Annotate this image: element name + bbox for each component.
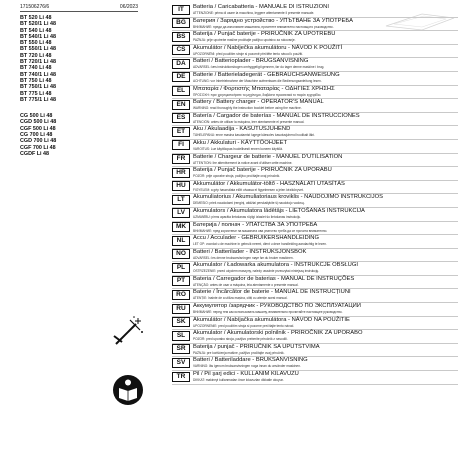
bt-model-name: BT 550/1 Li 48 — [20, 46, 56, 53]
warning-note: LET OP: voordat u de machine in gebruik neemt, dient u deze handleiding aandachtig te lezen. — [193, 242, 327, 247]
language-code-badge: PT — [172, 276, 190, 286]
language-row-sv — [172, 357, 458, 371]
language-code-badge: TR — [172, 372, 190, 382]
warning-note: UPOZORNENIE: pred použitím stroja si pozorne prečítajte tento návod. — [193, 323, 295, 328]
manual-title: Akku / Akkulaturi - KÄYTTÖOHJEET — [193, 139, 288, 146]
warning-note: VARNING: läs igenom bruksanvisningen noga innan du använder maskinen. — [193, 364, 301, 369]
language-code-badge: PL — [172, 263, 190, 273]
language-code-badge: BG — [172, 18, 190, 28]
language-row-bs — [172, 31, 458, 45]
cg-model-name: CGD 500 Li 48 — [20, 119, 57, 126]
cg-model-name: CGF 700 Li 48 — [20, 144, 56, 151]
warning-note: ADVARSEL: les denne bruksanvisningen nøye før du bruker maskinen. — [193, 255, 294, 260]
manual-title: Accu / Acculader - GEBRUIKERSHANDLEIDING — [193, 235, 319, 242]
bt-model-name: BT 740 Li 48 — [20, 65, 52, 72]
language-row-pt — [172, 276, 458, 290]
warning-note: DİKKAT: makineyi kullanmadan önce kılavuzları dikkatle okuyun. — [193, 378, 285, 383]
manual-title: Baterija / punjač - PRIRUČNIK SA UPUTSTVIMA — [193, 343, 320, 350]
warning-note: FIGYELEM: a gép használata előtt olvassa el figyelmesen a jelen kézikönyvet. — [193, 187, 304, 192]
language-code-badge: RO — [172, 290, 190, 300]
warning-note: ATENÇÃO: antes de usar a máquina, leia atentamente o presente manual. — [193, 282, 299, 287]
language-row-tr — [172, 371, 458, 385]
language-row-sk — [172, 317, 458, 331]
warning-note: POZOR: pred uporabo stroja, pazljivo preberite priročnik z navodili. — [193, 337, 288, 342]
warning-note: OSTRZEŻENIE: przed użyciem maszyny, należy uważnie przeczytać niniejszą instrukcję. — [193, 269, 320, 274]
language-row-mk — [172, 222, 458, 236]
manual-title: Baterie / Încărcător de baterie - MANUAL DE INSTRUCȚIUNI — [193, 289, 351, 296]
language-code-badge: LT — [172, 195, 190, 205]
warning-note: UPOZORNĚNÍ: před použitím stroje si pozorně přečtěte tento návod k použití. — [193, 51, 304, 56]
manual-title: Batteri / Batterilader - INSTRUKSJONSBOK — [193, 248, 307, 255]
language-row-el — [172, 86, 458, 100]
language-code-badge: EN — [172, 100, 190, 110]
language-row-sr — [172, 344, 458, 358]
language-row-hr — [172, 167, 458, 181]
warning-note: PAŽNJA: pre korišćenja mašine, pažljivo pročitajte ovaj priručnik. — [193, 350, 285, 355]
language-row-ro — [172, 289, 458, 303]
manual-title: Батерија / полнач - УПАТСТВА ЗА УПОТРЕБА — [193, 221, 318, 228]
manual-title: Baterija / Punjač baterije - PRIRUČNIK ZA UPOTREBU — [193, 31, 336, 38]
language-code-badge: ES — [172, 113, 190, 123]
cg-model-name: CG 500 Li 48 — [20, 113, 53, 120]
manual-title: Батерия / Зарядно устройство - УПЪТВАНЕ ЗА УПОТРЕБА — [193, 17, 353, 24]
warning-note: WARNING: read thoroughly the instruction booklet before using the machine. — [193, 106, 302, 111]
manual-title: Akkumulátor / Akkumulátor-töltő - HASZNÁLATI UTASÍTÁS — [193, 180, 345, 187]
warning-note: ATENȚIE: înainte de a utiliza mașina, citiți cu atenție acest manual. — [193, 296, 288, 301]
language-row-fr — [172, 154, 458, 168]
language-code-badge: LV — [172, 208, 190, 218]
warning-note: POZOR: prije uporabe stroja, pažljivo pročitajte ovaj priručnik. — [193, 174, 281, 179]
bt-model-name: BT 540 Li 48 — [20, 27, 52, 34]
language-row-hu — [172, 181, 458, 195]
document-code: 171506276/6 — [20, 4, 50, 10]
bt-model-name: BT 750 Li 48 — [20, 77, 52, 84]
language-code-badge: FI — [172, 140, 190, 150]
manual-title: Batterie / Chargeur de batterie - MANUEL D'UTILISATION — [193, 153, 343, 160]
language-row-de — [172, 72, 458, 86]
warning-note: VAROITUS: Lue käyttöopas huolellisesti ennen koneen käyttöä. — [193, 146, 283, 151]
language-code-badge: SL — [172, 331, 190, 341]
manual-title: Akumulator / Akumulatorski polnilnik - PRIROČNIK ZA UPORABO — [193, 330, 363, 337]
language-code-badge: HR — [172, 168, 190, 178]
language-code-badge: MK — [172, 222, 190, 232]
language-code-badge: IT — [172, 5, 190, 15]
language-code-badge: ET — [172, 127, 190, 137]
warning-note: ВНИМАНИЕ: пред користење на машината ова упатство треба да се прочита внимателно. — [193, 228, 328, 233]
language-row-sl — [172, 330, 458, 344]
language-row-da — [172, 58, 458, 72]
language-code-badge: EL — [172, 86, 190, 96]
tools-sparkle-icon — [110, 314, 146, 350]
bt-model-name: BT 720 Li 48 — [20, 52, 52, 59]
language-code-badge: CS — [172, 45, 190, 55]
warning-note: PAŽNJA: prije upotrebe mašine pročitajte pažljivo uputstvo za rukovanje. — [193, 38, 296, 43]
manual-title: Аккумулятор /зарядчик - РУКОВОДСТВО ПО ЭКСПЛУАТАЦИИ — [193, 303, 361, 310]
cg-model-name: CG 700 Li 48 — [20, 132, 53, 139]
language-code-badge: DA — [172, 59, 190, 69]
bt-model-name: BT 775 Li 48 — [20, 90, 52, 97]
language-row-no — [172, 249, 458, 263]
model-column — [20, 4, 156, 460]
cg-model-name: CGD 700 Li 48 — [20, 138, 57, 145]
language-code-badge: RU — [172, 304, 190, 314]
language-code-badge: HU — [172, 181, 190, 191]
model-list-cg — [20, 113, 156, 157]
bt-model-name: BT 750/1 Li 48 — [20, 84, 56, 91]
language-code-badge: BS — [172, 32, 190, 42]
warning-note: UZMANĪBU: pirms aparāta lietošanas rūpīgi izlasiet šo lietošanas instrukciju. — [193, 214, 302, 219]
language-row-cs — [172, 45, 458, 59]
warning-note: ACHTUNG: vor Inbetriebnahme der Maschine aufmerksam die Bedienungsanleitung lesen. — [193, 78, 322, 83]
bt-model-name: BT 520/1 Li 48 — [20, 21, 56, 28]
language-code-badge: DE — [172, 72, 190, 82]
language-row-fi — [172, 140, 458, 154]
manual-title: Batteria / Caricabatteria - MANUALE DI ISTRUZIONI — [193, 4, 329, 10]
manual-title: Batterie / Batterieladegerät - GEBRAUCHSANWEISUNG — [193, 71, 340, 78]
manual-title: Pil / Pil şarj edici - KULLANIM KILAVUZU — [193, 371, 299, 378]
warning-note: DĖMESIO: prieš naudodami įrenginį, atidžiai perskaitykite šį naudotojo vadovą. — [193, 201, 305, 206]
manual-title: Akumulátor / Nabíjačka akumulátora - NÁVOD NA POUŽITIE — [193, 316, 350, 323]
bt-model-name: BT 775/1 Li 48 — [20, 96, 56, 103]
language-row-bg — [172, 18, 458, 32]
language-code-badge: SV — [172, 358, 190, 368]
cg-model-name: CGDF Li 48 — [20, 150, 50, 157]
manual-title: Aku / Akulaadija - KASUTUSJUHEND — [193, 126, 291, 133]
cg-model-name: CGF 500 Li 48 — [20, 125, 56, 132]
bt-model-name: BT 550 Li 48 — [20, 40, 52, 47]
language-row-it — [172, 4, 458, 18]
warning-note: ADVARSEL: læs instruktionsbogen omhyggeligt igennem, før du tager denne maskine i brug. — [193, 65, 325, 70]
language-row-pl — [172, 262, 458, 276]
document-header — [20, 4, 138, 12]
language-row-nl — [172, 235, 458, 249]
language-row-lv — [172, 208, 458, 222]
model-list-bt — [20, 15, 156, 103]
warning-note: TÄHELEPANU: enne masina kasutamist lugege käesolev kasutusjuhend hoolikalt läbi. — [193, 133, 315, 138]
language-code-badge: NO — [172, 249, 190, 259]
manual-title: Μπαταρία / Φορτιστής Μπαταρίας - ΟΔΗΓΙΕΣ ΧΡΗΣΗΣ — [193, 85, 335, 92]
manual-title: Bateria / Carregador de baterias - MANUAL DE INSTRUÇÕES — [193, 275, 355, 282]
manual-title: Baterija / Punjač baterije - PRIRUČNIK ZA UPORABU — [193, 167, 332, 174]
manual-title: Akumulators / Akumulatora lādētājs - LIETOŠANAS INSTRUKCIJA — [193, 207, 365, 214]
language-code-badge: SR — [172, 344, 190, 354]
language-code-badge: SK — [172, 317, 190, 327]
language-code-badge: FR — [172, 154, 190, 164]
warning-note: ATENCIÓN: antes de utilizar la máquina, leer atentamente el presente manual. — [193, 119, 305, 124]
read-manual-icon — [112, 374, 144, 406]
manual-title: Batteri / Batteriladdare - BRUKSANVISNING — [193, 357, 308, 364]
warning-note: ATTENTION: lire attentivement la notice avant d'utiliser cette machine. — [193, 160, 293, 165]
language-row-et — [172, 126, 458, 140]
manual-title: Batteri / Batterioplader - BRUGSANVISNING — [193, 58, 309, 65]
bt-model-name: BT 720/1 Li 48 — [20, 59, 56, 66]
bt-model-name: BT 520 Li 48 — [20, 15, 52, 21]
manual-title: Battery / Battery charger - OPERATOR'S MANUAL — [193, 99, 324, 106]
manual-cover-page — [20, 4, 458, 460]
document-date: 06/2023 — [119, 4, 138, 10]
warning-note: ВНИМАНИЕ: преди да използвате машината, прочетете внимателно настоящото ръководство. — [193, 24, 334, 29]
bt-model-name: BT 540/1 Li 48 — [20, 33, 56, 40]
language-row-ru — [172, 303, 458, 317]
manual-title: Akumulator / Ładowarka akumulatora - INSTRUKCJE OBSŁUGI — [193, 262, 358, 269]
warning-note: ATTENZIONE: prima di usare la macchina, leggere attentamente il presente manuale. — [193, 11, 315, 15]
language-list — [172, 4, 458, 460]
manual-title: Batería / Cargador de baterías - MANUAL DE INSTRUCCIONES — [193, 112, 360, 119]
warning-note: ΠΡΟΣΟΧΗ: πριν χρησιμοποιήσετε το μηχάνημα, διαβάστε προσεκτικά το παρόν εγχειρίδιο. — [193, 92, 322, 97]
language-row-es — [172, 113, 458, 127]
manual-title: Akumulátor / Nabíječka akumulátoru - NÁVOD K POUŽITÍ — [193, 44, 343, 51]
language-row-lt — [172, 194, 458, 208]
manual-title: Akumuliatorius / Akumuliatoriaus kroviklis - NAUDOJIMO INSTRUKCIJOS — [193, 194, 384, 201]
language-row-en — [172, 99, 458, 113]
language-code-badge: NL — [172, 236, 190, 246]
bt-model-name: BT 740/1 Li 48 — [20, 71, 56, 78]
warning-note: ВНИМАНИЕ: перед тем как использовать машину, внимательно прочитайте настоящее руководство. — [193, 310, 343, 315]
